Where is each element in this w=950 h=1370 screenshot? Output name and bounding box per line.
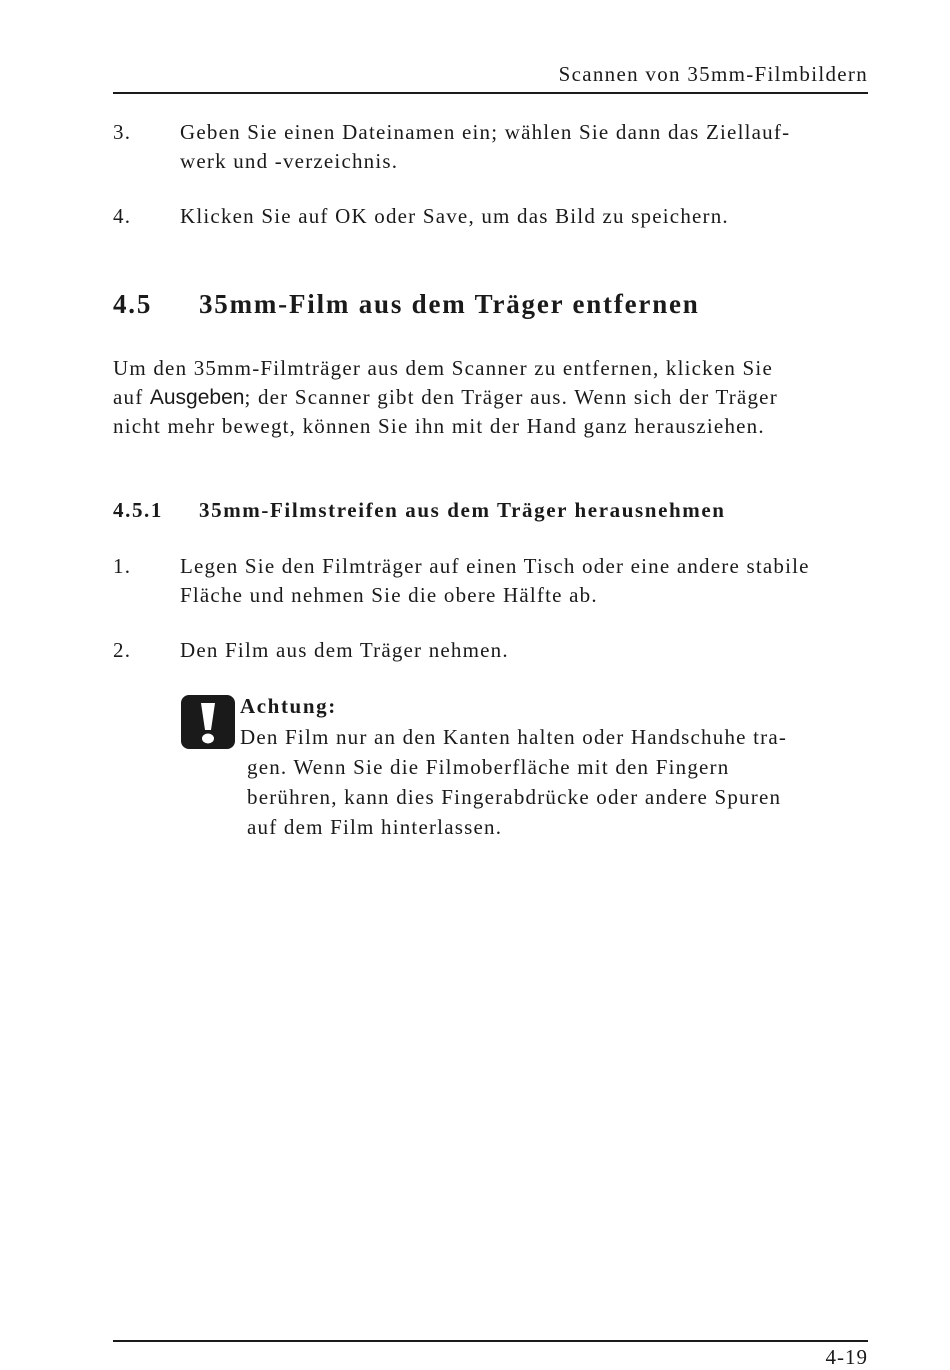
ausgeben-term: Ausgeben: [149, 386, 245, 409]
step-text: [180, 202, 870, 231]
caution-text: [240, 722, 870, 842]
caution-text-line: auf dem Film hinterlassen.: [247, 815, 503, 839]
step-text-line: Klicken Sie auf OK oder Save, um das Bild zu speichern.: [180, 204, 729, 228]
section-title: 35mm-Film aus dem Träger entfernen: [199, 289, 700, 319]
paragraph-line: nicht mehr bewegt, können Sie ihn mit der Hand ganz herausziehen.: [113, 414, 765, 438]
caution-exclamation-icon: [180, 694, 236, 750]
running-header: Scannen von 35mm-Filmbildern: [558, 62, 868, 86]
section-paragraph: [113, 354, 873, 441]
step-text-line: Fläche und nehmen Sie die obere Hälfte ab.: [180, 583, 598, 607]
paragraph-text: auf: [113, 385, 150, 409]
section-number: 4.5: [113, 289, 153, 319]
paragraph-line: Um den 35mm-Filmträger aus dem Scanner zu entfernen, klicken Sie: [113, 356, 773, 380]
footer-rule: [113, 1340, 868, 1342]
step-text-line: Legen Sie den Filmträger auf einen Tisch oder eine andere stabile: [180, 554, 810, 578]
paragraph-line: [113, 383, 873, 412]
subsection-number: 4.5.1: [113, 498, 163, 522]
step-text-line: Geben Sie einen Dateinamen ein; wählen Sie dann das Ziellauf-: [180, 120, 791, 144]
step-text-line: Den Film aus dem Träger nehmen.: [180, 638, 509, 662]
caution-text-line: Den Film nur an den Kanten halten oder Handschuhe tra-: [240, 725, 788, 749]
step-number: 3.: [113, 120, 132, 144]
caution-text-line: berühren, kann dies Fingerabdrücke oder andere Spuren: [247, 785, 782, 809]
subsection-title: 35mm-Filmstreifen aus dem Träger herausnehmen: [199, 498, 726, 522]
step-text-line: werk und -verzeichnis.: [180, 149, 399, 173]
caution-title: Achtung:: [240, 694, 337, 718]
step-text: [180, 118, 870, 176]
page-number: 4-19: [825, 1345, 868, 1369]
step-number: 1.: [113, 554, 132, 578]
paragraph-text: ; der Scanner gibt den Träger aus. Wenn sich der Träger: [244, 385, 778, 409]
step-text: [180, 552, 870, 610]
step-number: 4.: [113, 204, 132, 228]
caution-text-line: gen. Wenn Sie die Filmoberfläche mit den Fingern: [247, 755, 730, 779]
header-rule: [113, 92, 868, 94]
step-number: 2.: [113, 638, 132, 662]
step-text: [180, 636, 870, 665]
